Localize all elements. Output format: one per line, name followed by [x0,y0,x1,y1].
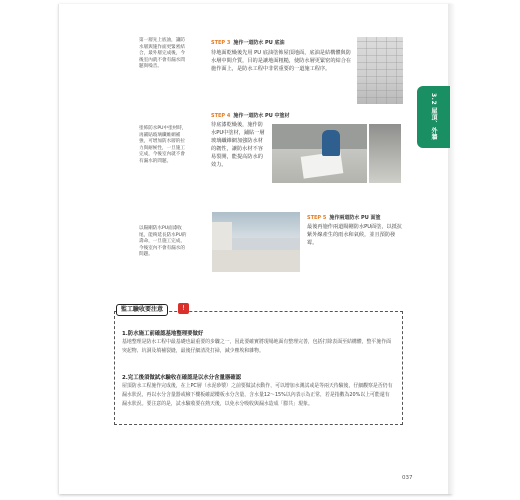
step-4-text: 待底漆乾燥後，施作防水PU中塗材，鋪貼一層玻璃纖維網加強防水材的韌性，讓防水材不容易裂開，能提高防水的效力。 [211,122,265,168]
step-4-label: STEP 4 [211,113,231,119]
notice-item-2-heading: 2.完工後須做試水驗收在確認是以水分含量器確認 [122,375,242,381]
notice-item-2-body: 屋頂防水工程施作完成後，在上PC層（水泥砂漿）之前要做試水動作，可以增加水測試或是等兩天待驗後，仔細觀察是否仍有漏水狀況，再以水分含量器或檢下樓板確認樓板水分含量，含水量12～15%以內表示為正常，若是指數為20%以上可能還有漏水狀況。要注意的是，試水驗收要在熱天後，以免水分吸收與漏水造成「膨共」現象。 [122,383,393,407]
photo-wall [357,37,403,104]
caption-1: 第一層先上底油，讓防水層與施作面更緊密結合，最外層完成後，今後室內就不會有漏水問題與噪音。 [139,38,185,70]
caption-3: 以陽剛防水PU面漆收尾，能夠延長防水PU的壽命，一旦施工完成，今後室內不會有漏水的問題。 [139,226,187,258]
step-5-label: STEP 5 [307,215,327,221]
alert-icon: ! [178,303,189,314]
step-3-heading [211,39,285,46]
section-tab: 3.2 屋頂、外牆 [417,86,450,148]
step-5-heading [307,214,381,221]
step-3-label: STEP 3 [211,40,231,46]
photo-worker [272,124,367,183]
page-number: 037 [402,475,413,481]
step-3-text: 待地面乾燥後先用 PU 底油塗佈屋頂地面，底油是結構體與防水層中間介質，目的是讓地面粗糙，使防水層更緊密的結合在施作面上，是防水工程中非常重要的一道施工程序。 [211,50,352,72]
caption-2: 塗佈防水PU中塗材時，再鋪貼玻璃纖維網補強，可增加防水層的拉力與耐候性，一旦施工完成，今後室內就不會有漏水的問題。 [139,126,187,164]
step-5-text: 最後再施作兩道陽剛防水PU面塗，以抵抗紫外線產生的雨水和氣候，並且預防發霉。 [307,224,403,246]
notice-item-1-body: 基地整理是防水工程中最基礎也最重要的步驟之一，因此要確實將現場地面有整理完善，包括打除表面至結構體，整平施作面突起物、坑洞及填補裂縫，最後仔細清洗打掃，減少塵埃和雜物。 [122,339,391,354]
notice-item-1-heading: 1.防水施工前確認基地整理要做好 [122,331,204,337]
step-5-title: 施作兩道防水 PU 面塗 [329,215,381,221]
step-3-title: 施作一道防水 PU 底油 [233,40,285,46]
step-4-heading [211,112,290,119]
page-fold [448,4,454,494]
step-4-title: 施作一道防水 PU 中塗材 [233,113,290,119]
notice-header: 監工驗收要注意 [116,304,168,316]
photo-rooftop [212,212,300,272]
photo-detail [369,124,401,183]
